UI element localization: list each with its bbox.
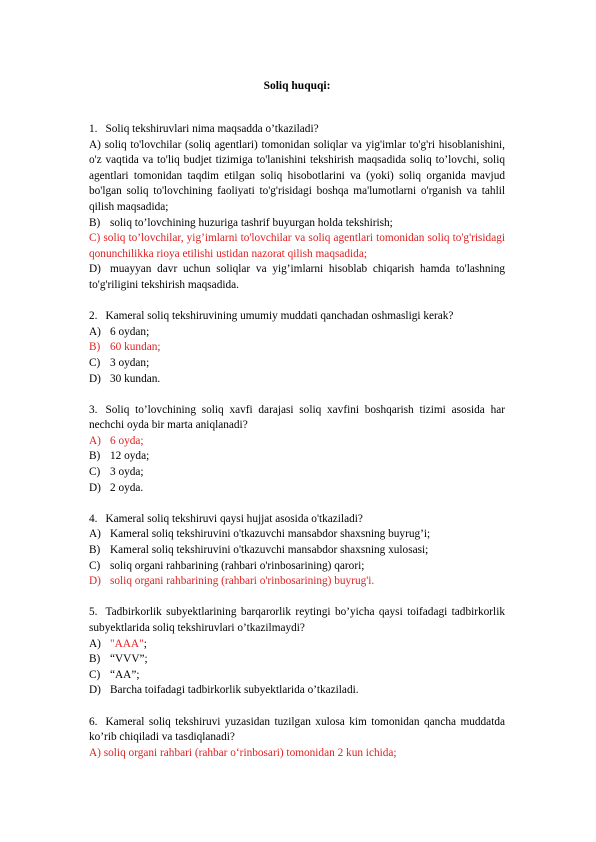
question-block: [89, 512, 505, 590]
answer-option: D) 2 oyda.: [89, 481, 144, 494]
answer-option: A) Kameral soliq tekshiruvini o'tkazuvchi mansabdor shaxsning buyrug’i;: [89, 528, 431, 541]
question-text: 2. Kameral soliq tekshiruvining umumiy muddati qanchadan oshmasligi kerak?: [89, 310, 454, 323]
question-text: 5. Tadbirkorlik subyektlarining barqarorlik reytingi bo’yicha qaysi toifadagi tadbirkorlik subyektlarida soliq tekshiruvlari o’tkazilmaydi?: [89, 606, 505, 634]
question-block: [89, 309, 505, 387]
answer-option-correct: A) "AAA";: [89, 637, 147, 650]
answer-option: C) 3 oydan;: [89, 356, 150, 369]
question-text: 3. Soliq to’lovchining soliq xavfi darajasi soliq xavfini boshqarish tizimi asosida har nechchi oyda bir marta aniqlanadi?: [89, 403, 505, 432]
question-text: 4. Kameral soliq tekshiruvi qaysi hujjat asosida o'tkaziladi?: [89, 512, 363, 525]
answer-option-correct: A) 6 oyda;: [89, 434, 144, 447]
answer-option: B) 12 oyda;: [89, 450, 150, 463]
question-block: [89, 122, 505, 294]
question-block: [89, 403, 505, 497]
question-block: [89, 605, 505, 699]
answer-option: C) 3 oyda;: [89, 466, 144, 479]
answer-option: B) soliq to’lovchining huzuriga tashrif buyurgan holda tekshirish;: [89, 216, 393, 229]
answer-option: B) “VVV”;: [89, 653, 148, 666]
answer-option: C) “AA”;: [89, 668, 140, 681]
question-text: 1. Soliq tekshiruvlari nima maqsadda o’tkaziladi?: [89, 123, 319, 135]
answer-option-correct: D) soliq organi rahbarining (rahbari o'rinbosarining) buyrug'i.: [89, 575, 375, 588]
page-title: Soliq huquqi:: [263, 80, 331, 92]
answer-option: D) 30 kundan.: [89, 372, 161, 385]
answer-option-correct: A) soliq organi rahbari (rahbar o‘rinbosari) tomonidan 2 kun ichida;: [89, 746, 397, 759]
answer-option-correct: C) soliq to’lovchilar, yig’imlarni to'lovchilar va soliq agentlari tomonidan soliq to'g'risidagi qonunchilikka rioya etilishi ustidan nazorat qilish maqsadida;: [89, 232, 506, 260]
answer-option: B) Kameral soliq tekshiruvini o'tkazuvchi mansabdor shaxsning xulosasi;: [89, 544, 429, 557]
question-text: 6. Kameral soliq tekshiruvi yuzasidan tuzilgan xulosa kim tomonidan qancha muddatda ko’rib chiqiladi va tasdiqlanadi?: [89, 715, 505, 744]
answer-option: D) Barcha toifadagi tadbirkorlik subyektlarida o’tkaziladi.: [89, 684, 359, 697]
answer-option: A) 6 oydan;: [89, 325, 150, 338]
answer-option-correct: B) 60 kundan;: [89, 341, 161, 354]
answer-option: A) soliq to'lovchilar (soliq agentlari) tomonidan soliqlar va yig'imlar to'g'ri hisoblanishini, o'z vaqtida va to'liq budjet tizimiga to'lanishini tekshirish maqsadida soliq to’lovchi, soliq agentlari tomonidan taqdim etilgan soliq hisobotlarini va (yoki) soliq organida mavjud bo'lgan soliq to'lovchining faoliyati to'g'risidagi boshqa ma'lumotlarni o'rganish va tahlil qilish maqsadida;: [89, 138, 505, 213]
questions-list: [89, 122, 505, 761]
answer-option: D) muayyan davr uchun soliqlar va yig’imlarni hisoblab chiqarish hamda to'lashning to'g'riligini tekshirish maqsadida.: [89, 263, 505, 291]
question-block: [89, 715, 505, 762]
answer-option: C) soliq organi rahbarining (rahbari o'rinbosarining) qarori;: [89, 559, 365, 572]
